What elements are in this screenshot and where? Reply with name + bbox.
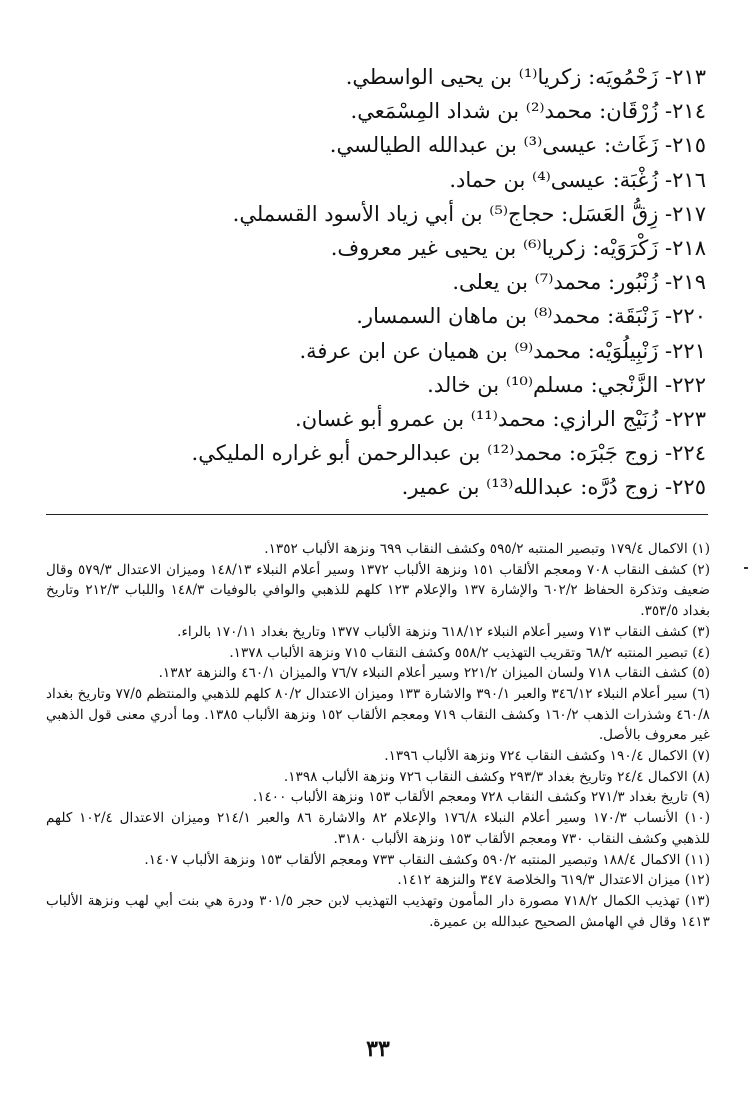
page-number: ٣٣	[366, 1036, 390, 1062]
footnote-8: (٨) الاكمال ٢٤/٤ وتاريخ بغداد ٢٩٣/٣ وكشف النقاب ٧٢٦ ونزهة الألباب ١٣٩٨.	[283, 768, 710, 785]
margin-mark	[744, 567, 748, 569]
entry-214: ٢١٤- زُرْقَان: محمد⁽²⁾ بن شداد المِسْمَعي.	[350, 99, 706, 124]
footnotes-block	[46, 539, 710, 932]
entry-217: ٢١٧- زِقُّ العَسَل: حجاج⁽⁵⁾ بن أبي زياد الأسود القسملي.	[232, 201, 706, 226]
footnote-13: (١٣) تهذيب الكمال ٧١٨/٢ مصورة دار المأمون وتهذيب التهذيب لابن حجر ٣٠١/٥ ودرة هي بنت أبي لهب ونزهة الألباب ١٤١٣ وقال في الهامش الصحيح عبدالله بن عميرة.	[46, 892, 710, 930]
entry-219: ٢١٩- زُنْبُور: محمد⁽⁷⁾ بن يعلى.	[452, 270, 706, 295]
entry-222: ٢٢٢- الزَّنْجي: مسلم⁽¹⁰⁾ بن خالد.	[427, 372, 706, 397]
entry-213: ٢١٣- زَحْمُويَه: زكريا⁽¹⁾ بن يحيى الواسطي.	[345, 65, 706, 89]
entry-221: ٢٢١- زَنْبِيلُوَيْه: محمد⁽⁹⁾ بن هميان عن ابن عرفة.	[299, 338, 706, 363]
footnote-2: (٢) كشف النقاب ٧٠٨ ومعجم الألقاب ١٥١ ونزهة الألباب ١٣٧٢ وسير أعلام النبلاء ١٤٨/١٣ وميزان الاعتدال ٥٧٩/٣ وقال ضعيف وتذكرة الحفاظ ٦٠٢/٢ والإشارة ١٣٧ والإعلام ١٢٣ كلهم للذهبي والوافي بالوفيات ١٤٨/٣ واللباب ٢١٢/٣ وتاريخ بغداد ٣٥٣/٥.	[46, 561, 711, 620]
entries-list	[40, 60, 706, 505]
footnote-10: (١٠) الأنساب ١٧٠/٣ وسير أعلام النبلاء ١٧٦/٨ والإعلام ٨٢ والاشارة ٨٦ والعبر ٢١٤/١ وميزان الاعتدال ١٠٢/٤ كلهم للذهبي وكشف النقاب ٧٣٠ ومعجم الألقاب ١٥٣ ونزهة الألباب ٣١٨٠.	[46, 810, 710, 847]
footnote-3: (٣) كشف النقاب ٧١٣ وسير أعلام النبلاء ٦١٨/١٢ ونزهة الألباب ١٣٧٧ وتاريخ بغداد ١٧٠/١١ بالراء.	[177, 623, 710, 640]
entry-218: ٢١٨- زَكْرَوَيْه: زكريا⁽⁶⁾ بن يحيى غير معروف.	[330, 236, 706, 261]
entry-216: ٢١٦- زُغْبَة: عيسى⁽⁴⁾ بن حماد.	[449, 167, 706, 192]
footnote-9: (٩) تاريخ بغداد ٢٧١/٣ وكشف النقاب ٧٢٨ ومعجم الألقاب ١٥٣ ونزهة الألباب ١٤٠٠.	[252, 789, 710, 806]
footnote-4: (٤) تبصير المنتبه ٦٨/٢ وتقريب التهذيب ٥٥٨/٢ وكشف النقاب ٧١٥ ونزهة الألباب ١٣٧٨.	[229, 644, 710, 661]
footnote-12: (١٢) ميزان الاعتدال ٦١٩/٣ والخلاصة ٣٤٧ والنزهة ١٤١٢.	[397, 872, 710, 889]
entry-220: ٢٢٠- زَنْبَقَة: محمد⁽⁸⁾ بن ماهان السمسار.	[356, 304, 706, 329]
footnote-5: (٥) كشف النقاب ٧١٨ ولسان الميزان ٢٢١/٢ وسير أعلام النبلاء ٧٦/٧ والميزان ٤٦٠/١ والنزهة ١٣٨٢.	[158, 665, 710, 682]
footnote-separator	[46, 514, 708, 515]
entry-223: ٢٢٣- زُنَيْج الرازي: محمد⁽¹¹⁾ بن عمرو أبو غسان.	[295, 407, 706, 432]
footnote-1: (١) الاكمال ١٧٩/٤ وتبصير المنتبه ٥٩٥/٢ وكشف النقاب ٦٩٩ ونزهة الألباب ١٣٥٢.	[264, 541, 710, 557]
entry-224: ٢٢٤- زوج جَبْرَه: محمد⁽¹²⁾ بن عبدالرحمن أبو غراره المليكي.	[191, 441, 706, 466]
entry-215: ٢١٥- زَغَاث: عيسى⁽³⁾ بن عبدالله الطيالسي.	[329, 133, 706, 158]
footnote-7: (٧) الاكمال ١٩٠/٤ وكشف النقاب ٧٢٤ ونزهة الألباب ١٣٩٦.	[384, 748, 710, 765]
footnote-11: (١١) الاكمال ١٨٨/٤ وتبصير المنتبه ٥٩٠/٢ وكشف النقاب ٧٣٣ ومعجم الألقاب ١٥٣ ونزهة الألباب ١٤٠٧.	[144, 851, 710, 868]
entry-225: ٢٢٥- زوج دُرَّه: عبدالله⁽¹³⁾ بن عمير.	[401, 475, 706, 500]
footnote-6: (٦) سير أعلام النبلاء ٣٤٦/١٢ والعبر ٣٩٠/١ والاشارة ١٣٣ وميزان الاعتدال ٨٠/٢ كلهم للذهبي والمنتظم ٧٧/٥ وتاريخ بغداد ٤٦٠/٨ وشذرات الذهب ١٦٠/٢ وكشف النقاب ٧١٩ ومعجم الألقاب ١٥٢ ونزهة الألباب ١٣٨٥. وما أدري معنى قول الذهبي غير معروف بالأصل.	[46, 685, 710, 744]
